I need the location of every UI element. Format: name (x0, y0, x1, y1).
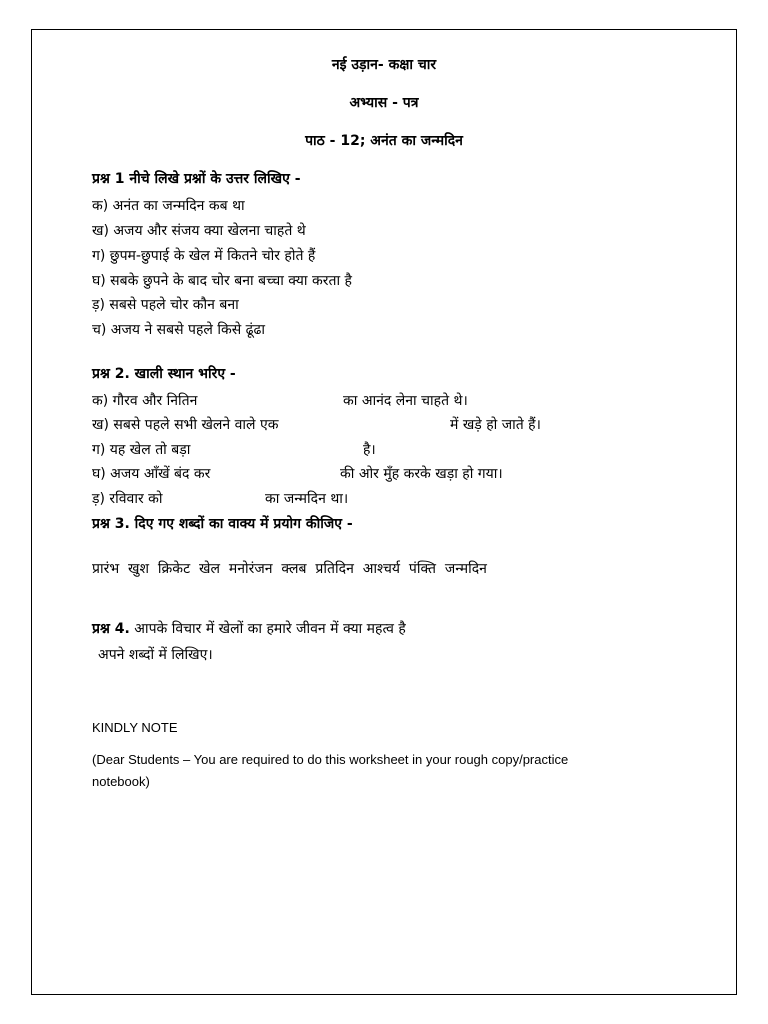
q2-item-tail: की ओर मुँह करके खड़ा हो गया। (340, 466, 503, 482)
q2-item-lead: ख) सबसे पहले सभी खेलने वाले एक (92, 417, 279, 433)
q4-line (92, 620, 406, 638)
q2-item-tail: का आनंद लेना चाहते थे। (343, 393, 468, 409)
q2-item-tail: में खड़े हो जाते हैं। (450, 417, 541, 433)
q2-item-tail: का जन्मदिन था। (265, 491, 349, 507)
worksheet-title: नई उड़ान- कक्षा चार (331, 57, 437, 73)
q4-line-2: अपने शब्दों में लिखिए। (98, 647, 213, 663)
q3-heading: प्रश्न 3. दिए गए शब्दों का वाक्य में प्रयोग कीजिए - (92, 516, 353, 532)
q2-item-lead: क) गौरव और नितिन (92, 393, 198, 409)
q1-item: च) अजय ने सबसे पहले किसे ढूंढा (92, 322, 266, 338)
note-line-1: (Dear Students – You are required to do this worksheet in your rough copy/practice (92, 752, 569, 767)
q2-item-lead: घ) अजय आँखें बंद कर (92, 466, 211, 482)
worksheet-subtitle: अभ्यास - पत्र (349, 95, 419, 111)
q4-label: प्रश्न 4. (92, 621, 130, 637)
q3-word-list: प्रारंभ खुश क्रिकेट खेल मनोरंजन क्लब प्रतिदिन आश्चर्य पंक्ति जन्मदिन (92, 561, 487, 577)
q1-heading: प्रश्न 1 नीचे लिखे प्रश्नों के उत्तर लिखिए - (92, 171, 301, 187)
q4-text: आपके विचार में खेलों का हमारे जीवन में क्या महत्व है (134, 621, 406, 637)
q2-item-lead: ग) यह खेल तो बड़ा (92, 442, 191, 458)
lesson-title: पाठ - 12; अनंत का जन्मदिन (305, 133, 463, 149)
q2-item-lead: ड़) रविवार को (92, 491, 163, 507)
q1-item: ख) अजय और संजय क्या खेलना चाहते थे (92, 223, 306, 239)
q1-item: ड़) सबसे पहले चोर कौन बना (92, 297, 239, 313)
note-title: KINDLY NOTE (92, 720, 178, 735)
q1-item: क) अनंत का जन्मदिन कब था (92, 198, 245, 214)
q1-item: घ) सबके छुपने के बाद चोर बना बच्चा क्या करता है (92, 273, 352, 289)
q2-heading: प्रश्न 2. खाली स्थान भरिए - (92, 366, 236, 382)
q1-item: ग) छुपम-छुपाई के खेल में कितने चोर होते हैं (92, 248, 316, 264)
q2-item-tail: है। (363, 442, 376, 458)
note-line-2: notebook) (92, 774, 150, 789)
